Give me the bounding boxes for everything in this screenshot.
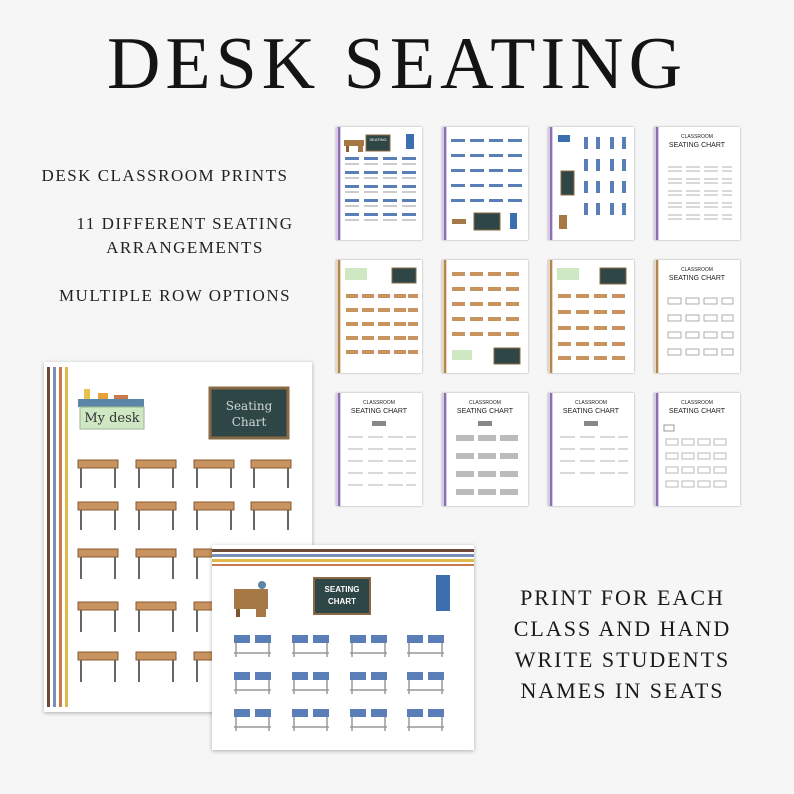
thumbnail-wood-desks-1 bbox=[336, 260, 422, 373]
large-preview-blue-desks bbox=[212, 545, 474, 750]
feature-line-2: ARRANGEMENTS bbox=[106, 238, 264, 257]
thumbnail-classroom-chart-6 bbox=[654, 393, 740, 506]
thumbnail-illustration bbox=[336, 127, 422, 240]
thumbnail-illustration bbox=[548, 260, 634, 373]
thumbnail-classroom-label: CLASSROOM bbox=[681, 267, 713, 273]
thumbnail-classroom-label: CLASSROOM bbox=[681, 134, 713, 140]
thumbnail-seating-chart-label: SEATING CHART bbox=[668, 275, 726, 282]
large-preview-illustration bbox=[212, 545, 474, 750]
thumbnail-board-label: SEATING bbox=[369, 137, 387, 142]
cta-line-3: WRITE STUDENTS bbox=[514, 647, 731, 672]
thumbnail-classroom-chart-5 bbox=[548, 393, 634, 506]
thumbnail-classroom-chart-4 bbox=[442, 393, 528, 506]
feature-multiple-row-options: MULTIPLE ROW OPTIONS bbox=[58, 286, 292, 305]
thumbnail-classroom-label: CLASSROOM bbox=[363, 400, 395, 406]
thumbnail-classroom-chart-2 bbox=[654, 260, 740, 373]
thumbnail-classroom-label: CLASSROOM bbox=[469, 400, 501, 406]
my-desk-label: My desk bbox=[84, 411, 140, 426]
board-label-line1: Seating bbox=[225, 399, 273, 413]
thumbnail-classroom-label: CLASSROOM bbox=[575, 400, 607, 406]
thumbnail-classroom-chart-3 bbox=[336, 393, 422, 506]
thumbnail-illustration bbox=[442, 260, 528, 373]
page-title: DESK SEATING bbox=[106, 23, 688, 105]
thumbnail-seating-chart-label: SEATING CHART bbox=[456, 408, 514, 415]
feature-seating-arrangements bbox=[40, 212, 330, 260]
thumbnail-wood-desks-3 bbox=[548, 260, 634, 373]
thumbnail-seating-chart-label: SEATING CHART bbox=[350, 408, 408, 415]
thumbnail-illustration bbox=[442, 127, 528, 240]
board-label-upper-line1: SEATING bbox=[324, 585, 360, 594]
thumbnail-blue-desks-board-top bbox=[336, 127, 422, 240]
thumbnail-seating-chart-label: SEATING CHART bbox=[668, 408, 726, 415]
thumbnail-blue-desks-vertical bbox=[548, 127, 634, 240]
thumbnail-illustration bbox=[336, 260, 422, 373]
feature-line-1: 11 DIFFERENT SEATING bbox=[76, 214, 294, 233]
thumbnail-seating-chart-label: SEATING CHART bbox=[668, 142, 726, 149]
thumbnail-seating-chart-label: SEATING CHART bbox=[562, 408, 620, 415]
thumbnail-classroom-chart-1 bbox=[654, 127, 740, 240]
thumbnail-blue-desks-board-bottom bbox=[442, 127, 528, 240]
cta-line-1: PRINT FOR EACH bbox=[520, 585, 725, 610]
cta-line-4: NAMES IN SEATS bbox=[520, 678, 725, 703]
board-label-upper-line2: CHART bbox=[328, 597, 356, 606]
thumbnail-illustration bbox=[548, 127, 634, 240]
feature-desk-classroom-prints: DESK CLASSROOM PRINTS bbox=[41, 166, 289, 185]
board-label-line2: Chart bbox=[231, 415, 267, 429]
thumbnail-wood-desks-2 bbox=[442, 260, 528, 373]
thumbnail-classroom-label: CLASSROOM bbox=[681, 400, 713, 406]
cta-line-2: CLASS AND HAND bbox=[513, 616, 732, 641]
call-to-action bbox=[500, 582, 745, 706]
